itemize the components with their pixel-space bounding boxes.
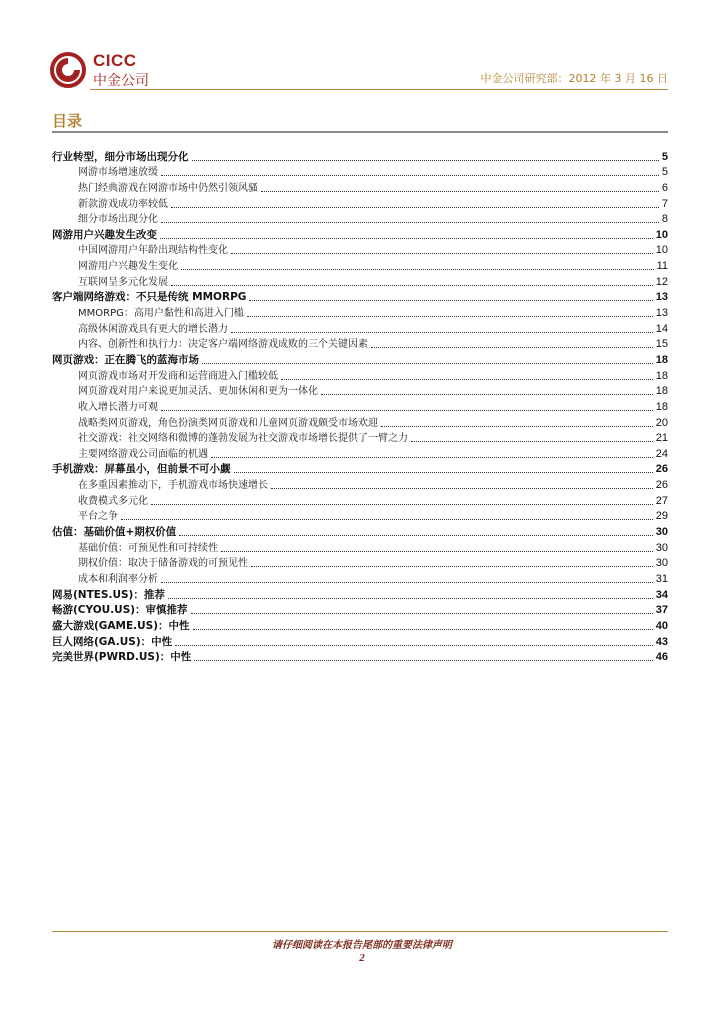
toc-dot-leader xyxy=(161,582,653,583)
toc-subsection-entry[interactable] xyxy=(52,399,668,415)
toc-entry-page: 5 xyxy=(661,150,668,163)
toc-dot-leader xyxy=(231,253,653,254)
toc-dot-leader xyxy=(194,660,652,661)
toc-dot-leader xyxy=(234,472,653,473)
page-header xyxy=(0,0,724,100)
toc-entry-label: 估值：基础价值+期权价值 xyxy=(52,526,177,539)
toc-section-entry[interactable] xyxy=(52,603,668,619)
toc-subsection-entry[interactable] xyxy=(52,446,668,462)
toc-dot-leader xyxy=(151,504,653,505)
toc-subsection-entry[interactable] xyxy=(52,556,668,572)
toc-entry-page: 8 xyxy=(661,213,668,226)
toc-title: 目录 xyxy=(52,112,83,130)
toc-entry-page: 15 xyxy=(655,338,668,351)
toc-section-entry[interactable] xyxy=(52,618,668,634)
toc-dot-leader xyxy=(249,300,652,301)
header-divider xyxy=(90,89,668,90)
toc-entry-label: 成本和利润率分析 xyxy=(78,573,158,585)
toc-subsection-entry[interactable] xyxy=(52,196,668,212)
toc-dot-leader xyxy=(161,410,653,411)
toc-dot-leader xyxy=(371,347,653,348)
toc-dot-leader xyxy=(231,332,653,333)
toc-dot-leader xyxy=(171,207,659,208)
toc-entry-label: 手机游戏：屏幕虽小，但前景不可小觑 xyxy=(52,463,231,476)
toc-entry-page: 18 xyxy=(655,353,668,366)
toc-section-entry[interactable] xyxy=(52,650,668,666)
toc-entry-page: 14 xyxy=(655,322,668,335)
toc-entry-label: 收费模式多元化 xyxy=(78,495,148,507)
toc-entry-label: 细分市场出现分化 xyxy=(78,214,158,226)
toc-dot-leader xyxy=(191,613,653,614)
toc-entry-label: 基础价值：可预见性和可持续性 xyxy=(78,542,218,554)
toc-entry-page: 31 xyxy=(655,572,668,585)
toc-entry-page: 34 xyxy=(655,588,668,601)
toc-entry-label: 高级休闲游戏具有更大的增长潜力 xyxy=(78,323,228,335)
toc-entry-label: 内容、创新性和执行力：决定客户端网络游戏成败的三个关键因素 xyxy=(78,339,368,351)
toc-subsection-entry[interactable] xyxy=(52,180,668,196)
toc-entry-page: 13 xyxy=(655,307,668,320)
toc-dot-leader xyxy=(211,457,653,458)
toc-entry-page: 26 xyxy=(655,463,668,476)
toc-entry-page: 29 xyxy=(655,510,668,523)
toc-subsection-entry[interactable] xyxy=(52,384,668,400)
toc-dot-leader xyxy=(168,598,653,599)
toc-entry-page: 7 xyxy=(661,197,668,210)
toc-dot-leader xyxy=(193,629,653,630)
toc-entry-label: 主要网络游戏公司面临的机遇 xyxy=(78,448,208,460)
toc-subsection-entry[interactable] xyxy=(52,305,668,321)
toc-entry-label: 网页游戏对用户来说更加灵活、更加休闲和更为一体化 xyxy=(78,386,318,398)
toc-dot-leader xyxy=(251,566,653,567)
legal-notice: 请仔细阅读在本报告尾部的重要法律声明 xyxy=(272,940,452,951)
toc-entry-page: 30 xyxy=(655,541,668,554)
toc-section-entry[interactable] xyxy=(52,352,668,368)
toc-entry-label: 行业转型，细分市场出现分化 xyxy=(52,150,189,163)
toc-subsection-entry[interactable] xyxy=(52,368,668,384)
toc-entry-label: 网页游戏市场对开发商和运营商进入门槛较低 xyxy=(78,370,278,382)
toc-entry-label: 互联网呈多元化发展 xyxy=(78,276,168,288)
toc-entry-label: 社交游戏：社交网络和微博的蓬勃发展为社交游戏市场增长提供了一臂之力 xyxy=(78,433,408,445)
footer-divider xyxy=(52,931,668,932)
toc-entry-label: 战略类网页游戏，角色扮演类网页游戏和儿童网页游戏颇受市场欢迎 xyxy=(78,417,378,429)
toc-subsection-entry[interactable] xyxy=(52,493,668,509)
toc-entry-label: 新款游戏成功率较低 xyxy=(78,198,168,210)
toc-subsection-entry[interactable] xyxy=(52,165,668,181)
toc-section-entry[interactable] xyxy=(52,634,668,650)
toc-entry-page: 10 xyxy=(655,244,668,257)
toc-entry-label: 网页游戏：正在腾飞的蓝海市场 xyxy=(52,353,199,366)
toc-entry-page: 18 xyxy=(655,400,668,413)
toc-dot-leader xyxy=(321,394,653,395)
toc-entry-page: 43 xyxy=(655,635,668,648)
toc-subsection-entry[interactable] xyxy=(52,243,668,259)
toc-subsection-entry[interactable] xyxy=(52,509,668,525)
report-info: 中金公司研究部：2012 年 3 月 16 日 xyxy=(480,72,668,85)
toc-entry-label: 盛大游戏(GAME.US)：中性 xyxy=(52,619,190,632)
toc-entry-label: 网游用户兴趣发生变化 xyxy=(78,261,178,273)
toc-entry-label: 收入增长潜力可观 xyxy=(78,401,158,413)
toc-dot-leader xyxy=(160,238,653,239)
toc-section-entry[interactable] xyxy=(52,587,668,603)
toc-entry-label: 网游市场增速放缓 xyxy=(78,167,158,179)
toc-subsection-entry[interactable] xyxy=(52,258,668,274)
toc-subsection-entry[interactable] xyxy=(52,212,668,228)
toc-subsection-entry[interactable] xyxy=(52,571,668,587)
toc-subsection-entry[interactable] xyxy=(52,477,668,493)
toc-entry-label: 在多重因素推动下，手机游戏市场快速增长 xyxy=(78,480,268,492)
cicc-logo-icon xyxy=(50,52,86,88)
toc-entry-page: 21 xyxy=(655,432,668,445)
table-of-contents xyxy=(52,149,668,665)
toc-dot-leader xyxy=(181,269,654,270)
toc-subsection-entry[interactable] xyxy=(52,337,668,353)
toc-entry-label: 畅游(CYOU.US)：审慎推荐 xyxy=(52,604,188,617)
toc-section-entry[interactable] xyxy=(52,462,668,478)
toc-entry-page: 11 xyxy=(656,260,668,273)
toc-dot-leader xyxy=(202,363,653,364)
toc-subsection-entry[interactable] xyxy=(52,540,668,556)
toc-dot-leader xyxy=(175,645,653,646)
toc-section-entry[interactable] xyxy=(52,149,668,165)
toc-entry-page: 6 xyxy=(661,181,668,194)
toc-entry-label: MMORPG：高用户黏性和高进入门槛 xyxy=(78,308,244,320)
toc-dot-leader xyxy=(171,285,653,286)
toc-entry-label: 网易(NTES.US)：推荐 xyxy=(52,588,165,601)
toc-section-entry[interactable] xyxy=(52,227,668,243)
toc-entry-label: 完美世界(PWRD.US)：中性 xyxy=(52,651,192,664)
toc-dot-leader xyxy=(381,426,653,427)
toc-entry-page: 18 xyxy=(655,385,668,398)
brand-name-en: CICC xyxy=(93,51,137,70)
toc-entry-page: 27 xyxy=(655,494,668,507)
toc-section-entry[interactable] xyxy=(52,524,668,540)
toc-dot-leader xyxy=(161,222,659,223)
toc-entry-page: 10 xyxy=(655,228,668,241)
toc-dot-leader xyxy=(179,535,652,536)
toc-entry-page: 12 xyxy=(655,275,668,288)
toc-entry-page: 40 xyxy=(655,619,668,632)
toc-dot-leader xyxy=(192,160,659,161)
toc-entry-page: 37 xyxy=(655,604,668,617)
brand-name-cn: 中金公司 xyxy=(93,73,149,89)
toc-entry-label: 期权价值：取决于储备游戏的可预见性 xyxy=(78,558,248,570)
toc-title-divider xyxy=(52,131,668,133)
toc-subsection-entry[interactable] xyxy=(52,321,668,337)
toc-subsection-entry[interactable] xyxy=(52,415,668,431)
toc-entry-label: 平台之争 xyxy=(78,511,118,523)
toc-entry-page: 20 xyxy=(655,416,668,429)
toc-entry-label: 热门经典游戏在网游市场中仍然引领风骚 xyxy=(78,182,258,194)
toc-entry-page: 46 xyxy=(655,651,668,664)
toc-entry-page: 30 xyxy=(655,557,668,570)
toc-dot-leader xyxy=(411,441,653,442)
toc-dot-leader xyxy=(247,316,653,317)
toc-dot-leader xyxy=(271,488,653,489)
toc-entry-page: 13 xyxy=(655,291,668,304)
toc-entry-page: 24 xyxy=(655,447,668,460)
toc-entry-page: 18 xyxy=(655,369,668,382)
toc-entry-page: 26 xyxy=(655,479,668,492)
toc-dot-leader xyxy=(161,175,659,176)
toc-subsection-entry[interactable] xyxy=(52,274,668,290)
toc-entry-label: 客户端网络游戏：不只是传统 MMORPG xyxy=(52,291,247,304)
toc-dot-leader xyxy=(121,519,653,520)
toc-entry-page: 5 xyxy=(661,166,668,179)
page-number: 2 xyxy=(359,952,365,964)
toc-section-entry[interactable] xyxy=(52,290,668,306)
toc-dot-leader xyxy=(281,379,653,380)
toc-entry-label: 网游用户兴趣发生改变 xyxy=(52,228,157,241)
toc-dot-leader xyxy=(261,191,659,192)
toc-dot-leader xyxy=(221,551,653,552)
toc-entry-label: 中国网游用户年龄出现结构性变化 xyxy=(78,245,228,257)
toc-entry-label: 巨人网络(GA.US)：中性 xyxy=(52,635,173,648)
toc-entry-page: 30 xyxy=(655,526,668,539)
toc-subsection-entry[interactable] xyxy=(52,431,668,447)
